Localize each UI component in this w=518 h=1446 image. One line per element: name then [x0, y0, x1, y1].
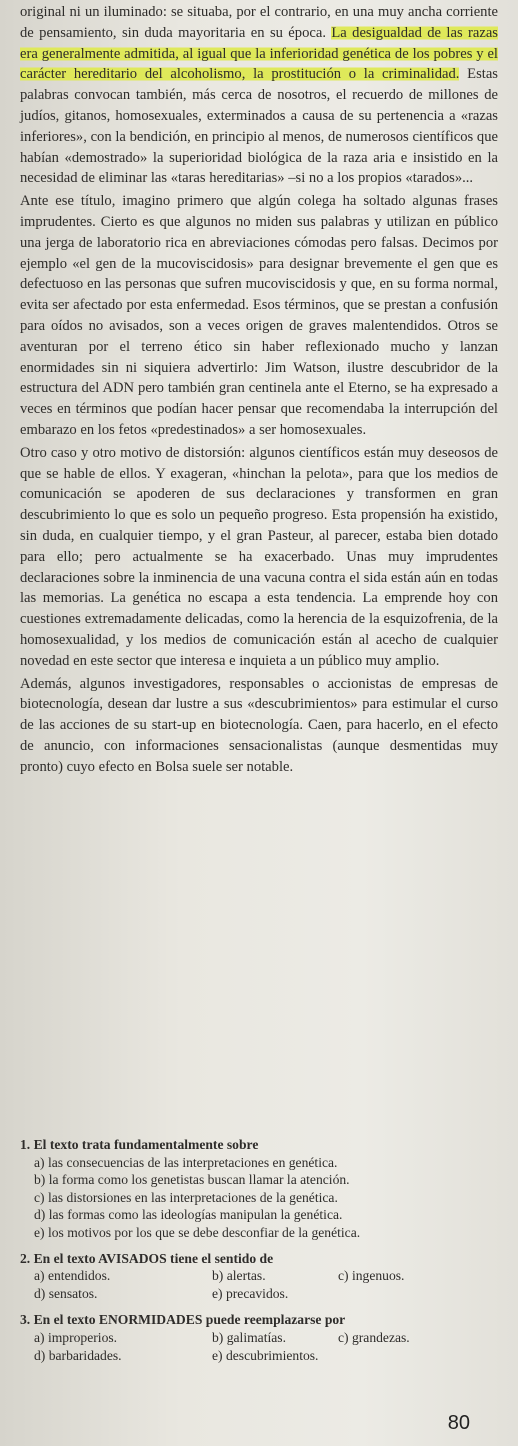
question-3 [20, 1311, 498, 1365]
paragraph-2: Ante ese título, imagino primero que algún colega ha soltado algunas frases imprudentes. Cierto es que algunos no miden sus palabras y utilizan en público una jerga de laboratorio rica en abreviaciones cómodas pero falsas. Decimos por ejemplo «el gen de la mucoviscidosis» para designar brevemente el gen que es defectuoso en las personas que sufren mucoviscidosis y que, en su forma normal, evita ser afectado por esta enfermedad. Esos términos, que se prestan a confusión para oídos no avisados, son a veces origen de graves malentendidos. Otros se aventuran por el terreno ético sin haber reflexionado mucho y lanzan enormidades sin ni siquiera advertirlo: Jim Watson, ilustre descubridor de la estructura del ADN pero también gran centinela ante el Eterno, se ha expresado a veces en términos que podían hacer pensar que recomendaba la interrupción del embarazo en los fetos «predestinados» a ser homosexuales. [20, 193, 498, 438]
question-3-options-row-2 [20, 1347, 498, 1365]
question-2-options-row-2 [20, 1285, 498, 1303]
question-2-option-c: c) ingenuos. [338, 1268, 405, 1284]
question-1-option-c: c) las distorsiones en las interpretaciones de la genética. [34, 1189, 338, 1205]
paragraph-4: Además, algunos investigadores, responsables o accionistas de empresas de biotecnología, desean dar lustre a sus «descubrimientos» para estimular el curso de las acciones de su start-up en biotecnología. Caen, para hacerlo, en el efecto de anuncio, con informaciones sensacionalistas (aunque desmentidas muy pronto) cuyo efecto en Bolsa suele ser notable. [20, 675, 498, 775]
paragraph-1-lead: original ni un iluminado: se situaba, por el contrario, en una muy ancha corriente de pensamiento, sin duda mayoritaria en su época. [20, 4, 498, 41]
question-2-title: 2. En el texto AVISADOS tiene el sentido de [20, 1250, 274, 1266]
question-1-title: 1. El texto trata fundamentalmente sobre [20, 1137, 259, 1152]
question-3-options-row-1 [20, 1329, 498, 1347]
question-3-option-b: b) galimatías. [212, 1329, 286, 1345]
highlighted-sentence: La desigualdad de las razas era generalmente admitida, al igual que la inferioridad genética de los pobres y el carácter hereditario del alcoholismo, la prostitución o la criminalidad. [20, 24, 498, 83]
question-section [20, 1136, 498, 1365]
question-1-option-a: a) las consecuencias de las interpretaciones en genética. [34, 1154, 338, 1170]
paragraph-3: Otro caso y otro motivo de distorsión: algunos científicos están muy deseosos de que se hable de ellos. Y exageran, «hinchan la pelota», para que los medios de comunicación se apoderen de sus declaraciones y transformen en gran descubrimiento lo que es solo un pequeño progreso. Esta propensión ha existido, sin duda, en cualquier tiempo, y el gran Pasteur, al parecer, estaba bien dotado para ello; pero actualmente se ha exacerbado. Unas muy imprudentes declaraciones sobre la inminencia de una vacuna contra el sida están aún en todas las memorias. La genética no escapa a esta tendencia. La emprende hoy con cuestiones extremadamente delicadas, como la herencia de la esquizofrenia, de la homosexualidad, y los medios de comunicación están al acecho de cualquier novedad en este sector que interesa e inquieta a un público muy amplio. [20, 444, 498, 669]
question-3-title: 3. En el texto ENORMIDADES puede reemplazarse por [20, 1312, 346, 1328]
question-2-option-a: a) entendidos. [34, 1268, 111, 1284]
article-body [20, 2, 498, 779]
paragraph-1 [20, 2, 498, 189]
question-3-option-d: d) barbaridades. [34, 1347, 122, 1363]
question-2 [20, 1250, 498, 1304]
question-2-options-row-1 [20, 1267, 498, 1285]
question-1 [20, 1136, 498, 1242]
question-3-option-e: e) descubrimientos. [212, 1347, 319, 1363]
page-number: 80 [447, 1412, 470, 1434]
question-1-option-d: d) las formas como las ideologías manipulan la genética. [34, 1207, 343, 1223]
question-1-option-e: e) los motivos por los que se debe desconfiar de la genética. [34, 1224, 361, 1240]
question-2-option-d: d) sensatos. [34, 1286, 98, 1302]
question-3-option-a: a) improperios. [34, 1329, 118, 1345]
question-2-option-e: e) precavidos. [212, 1286, 289, 1302]
question-3-option-c: c) grandezas. [338, 1329, 410, 1345]
question-1-option-b: b) la forma como los genetistas buscan llamar la atención. [34, 1172, 350, 1188]
question-2-option-b: b) alertas. [212, 1268, 266, 1284]
paragraph-1-rest: Estas palabras convocan también, más cerca de nosotros, el recuerdo de millones de judíos, gitanos, homosexuales, exterminados a causa de su pertenencia a «razas inferiores», con la bendición, en principio al menos, de numerosos científicos que habían «demostrado» la superioridad biológica de la raza aria e insistido en la necesidad de eliminar las «taras hereditarias» –si no a los propios «tarados»... [20, 66, 498, 187]
